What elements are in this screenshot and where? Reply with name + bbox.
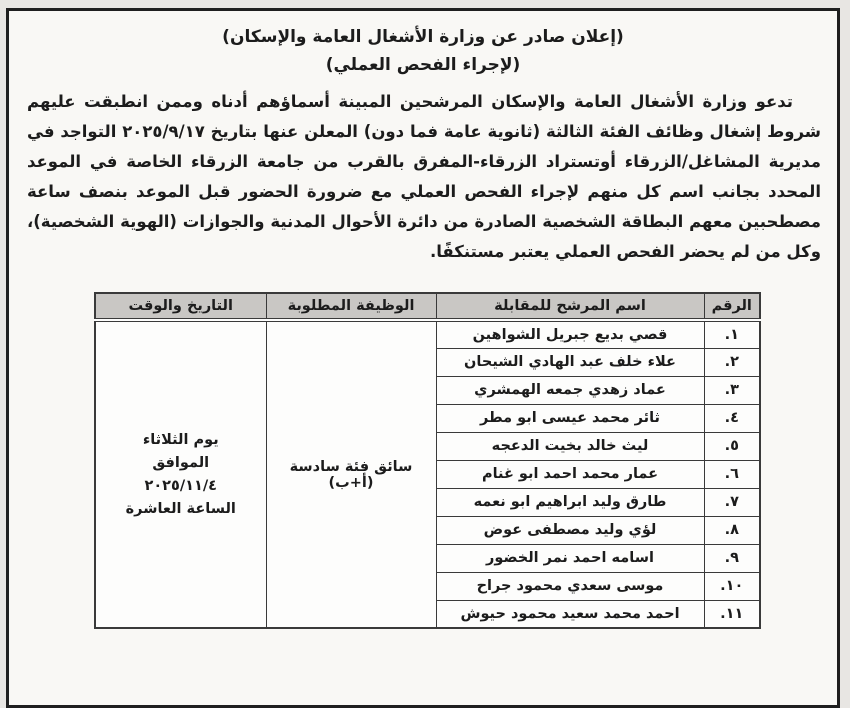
row-number: ١١.: [704, 600, 760, 628]
candidates-table: [94, 292, 761, 629]
announcement-body-paragraph: تدعو وزارة الأشغال العامة والإسكان المرشحين المبينة أسماؤهم أدناه وممن انطبقت عليهم شروط إشغال وظائف الفئة الثالثة (ثانوية عامة فما دون) المعلن عنها بتاريخ ٢٠٢٥/٩/١٧ التواجد في مديرية المشاغل/الزرقاء أوتستراد الزرقاء-المفرق بالقرب من جامعة الزرقاء الخاصة في الموعد المحدد بجانب اسم كل منهم لإجراء الفحص العملي مع ضرورة الحضور قبل الموعد بنصف ساعة مصطحبين معهم البطاقة الشخصية الصادرة من دائرة الأحوال المدنية والجوازات (الهوية الشخصية)، وكل من لم يحضر الفحص العملي يعتبر مستنكفًا.: [27, 92, 821, 261]
announcement-title: [9, 23, 837, 79]
row-number: ٣.: [704, 376, 760, 404]
datetime-hour: الساعة العاشرة: [125, 500, 236, 517]
row-number: ٦.: [704, 460, 760, 488]
candidate-name: ليث خالد بخيت الدعجه: [436, 432, 704, 460]
table-header-row: [95, 293, 760, 320]
announcement-title-line2: (لإجراء الفحص العملي): [325, 55, 521, 75]
row-number: ٧.: [704, 488, 760, 516]
candidate-name: ثائر محمد عيسى ابو مطر: [436, 404, 704, 432]
row-number: ٥.: [704, 432, 760, 460]
candidate-name: علاء خلف عبد الهادي الشيحان: [436, 348, 704, 376]
row-number: ٩.: [704, 544, 760, 572]
candidate-name: موسى سعدي محمود جراح: [436, 572, 704, 600]
header-number: الرقم: [704, 293, 760, 320]
datetime-cell: [95, 320, 266, 628]
row-number: ١٠.: [704, 572, 760, 600]
datetime-day: يوم الثلاثاء: [142, 431, 219, 448]
candidate-name: اسامه احمد نمر الخضور: [436, 544, 704, 572]
table-row: [95, 320, 760, 348]
header-candidate-name: اسم المرشح للمقابلة: [436, 293, 704, 320]
row-number: ٢.: [704, 348, 760, 376]
announcement-title-line1: (إعلان صادر عن وزارة الأشغال العامة والإسكان): [222, 27, 624, 47]
row-number: ١.: [704, 320, 760, 348]
candidate-name: طارق وليد ابراهيم ابو نعمه: [436, 488, 704, 516]
datetime-corresponding: الموافق: [152, 454, 210, 471]
candidates-table-wrap: [94, 292, 761, 629]
required-job-cell: سائق فئة سادسة (أ+ب): [266, 320, 436, 628]
datetime-date: ٢٠٢٥/١١/٤: [144, 477, 218, 494]
header-required-job: الوظيفة المطلوبة: [266, 293, 436, 320]
candidate-name: احمد محمد سعيد محمود حيوش: [436, 600, 704, 628]
row-number: ٤.: [704, 404, 760, 432]
candidate-name: عمار محمد احمد ابو غنام: [436, 460, 704, 488]
candidate-name: عماد زهدي جمعه الهمشري: [436, 376, 704, 404]
candidate-name: قصي بديع جبريل الشواهين: [436, 320, 704, 348]
header-datetime: التاريخ والوقت: [95, 293, 266, 320]
row-number: ٨.: [704, 516, 760, 544]
candidate-name: لؤي وليد مصطفى عوض: [436, 516, 704, 544]
